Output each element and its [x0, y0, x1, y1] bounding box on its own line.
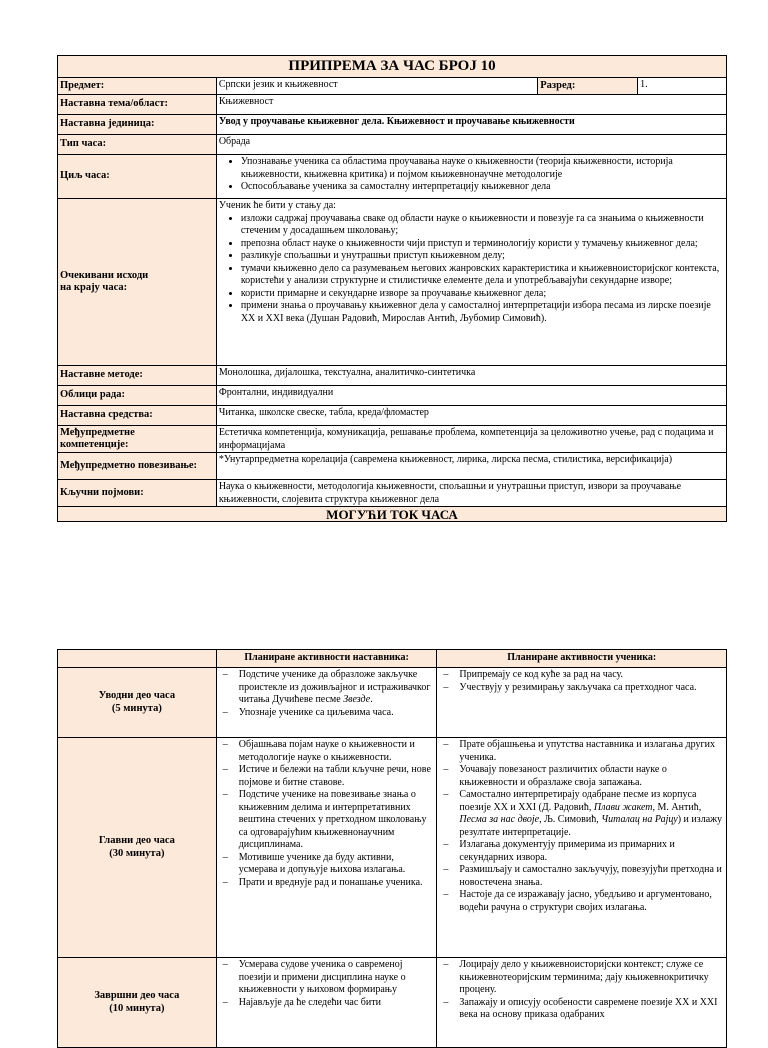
student-header: Планиране активности ученика: — [437, 650, 727, 668]
flow-title: МОГУЋИ ТОК ЧАСА — [58, 507, 727, 522]
correlation-value: *Унутарпредметна корелација (савремена књижевност, лирика, лирска песма, стилистика, версификација) — [216, 453, 726, 480]
activity-item: – Излагања документују примерима из примарних и секундарних извора. — [459, 839, 723, 864]
activity-item: – Прати и вреднује рад и понашање ученика. — [239, 877, 434, 890]
activity-item: – Прате објашњења и упутства наставника и излагања других ученика. — [459, 739, 723, 764]
outcomes-intro: Ученик ће бити у стању да: — [218, 200, 336, 211]
final-student-list — [439, 959, 723, 1022]
activity-item: – Упознаје ученике са циљевима часа. — [239, 707, 434, 720]
activity-text: Подстиче ученике да образложе закључке проистекле из доживљајног и истраживачког читања Дучићеве песме — [238, 669, 431, 705]
keywords-label: Кључни појмови: — [58, 480, 217, 507]
activity-item: – Лоцирају дело у књижевноисторијски контекст; служе се књижевнотеоријским терминима; дају књижевнокритичку процену. — [459, 959, 723, 997]
activity-item: – Објашњава појам науке о књижевности и методологије науке о књижевности. — [239, 739, 434, 764]
intro-teacher — [216, 668, 437, 738]
goal-item: • Оспособљавање ученика за самосталну интерпретацију књижевног дела — [241, 181, 724, 194]
activities-table — [57, 649, 727, 1048]
correlation-label: Међупредметно повезивање: — [58, 453, 217, 480]
phase-name: Завршни део часа — [94, 990, 180, 1001]
topic-label: Наставна тема/област: — [58, 95, 217, 115]
forms-value: Фронтални, индивидуални — [216, 386, 726, 406]
competences-label-line: Међупредметне — [60, 426, 135, 438]
type-value: Обрада — [216, 135, 726, 155]
phase-duration: (30 минута) — [109, 847, 165, 859]
outcome-item: • разликује спољашњи и унутрашњи приступ књижевном делу; — [241, 250, 724, 263]
subject-value: Српски језик и књижевност — [216, 78, 537, 95]
final-teacher-list — [219, 959, 434, 1009]
forms-label: Облици рада: — [58, 386, 217, 406]
outcomes-label — [58, 199, 217, 366]
outcome-item: • препозна област науке о књижевности чији приступ и терминологију користи у тумачењу књижевног дела; — [241, 238, 724, 251]
activity-item: – Истиче и бележи на табли кључне речи, нове појмове и битне ставове. — [239, 764, 434, 789]
activity-item: – Запажају и описују особености савремене поезије XX и XXI века на основу приказа одабраних — [459, 997, 723, 1022]
methods-value: Монолошка, дијалошка, текстуална, аналитичко-синтетичка — [216, 366, 726, 386]
main-teacher-list — [219, 739, 434, 889]
goal-list — [219, 156, 724, 194]
keywords-value: Наука о књижевности, методологија књижевности, спољашњи и унутрашњи приступ, извори за проучавање књижевности, слојевита структура књижевног дела — [216, 480, 726, 507]
poem-title: Плави жакет — [593, 801, 653, 813]
methods-label: Наставне методе: — [58, 366, 217, 386]
grade-label: Разред: — [538, 78, 638, 95]
outcomes-value — [216, 199, 726, 366]
activities-corner — [58, 650, 217, 668]
outcomes-label-line: на крају часа: — [60, 282, 128, 293]
competences-value: Естетичка компетенција, комуникација, решавање проблема, компетенција за целоживотно учење, рад с подацима и информацијама — [216, 426, 726, 453]
lesson-info-table — [57, 55, 727, 522]
activity-item — [459, 789, 723, 839]
tools-value: Читанка, школске свеске, табла, креда/фломастер — [216, 406, 726, 426]
main-student — [437, 738, 727, 958]
phase-duration: (10 минута) — [109, 1002, 165, 1014]
outcome-item: • користи примарне и секундарне изворе за проучавање књижевног дела; — [241, 288, 724, 301]
activity-item: – Припремају се код куће за рад на часу. — [459, 669, 723, 682]
poem-title: Песма за нас двоје — [459, 814, 540, 825]
main-phase — [58, 738, 217, 958]
outcome-item: • примени знања о проучавању књижевног дела у самосталној интерпретацији избора песама из лирске поезије XX и XXI века (Душан Радовић, Мирослав Антић, Љубомир Симовић). — [241, 300, 724, 325]
activity-item: – Усмерава судове ученика о савременој поезији и примени дисциплина науке о књижевности у њиховом формирању — [239, 959, 434, 997]
activity-item: – Најављује да ће следећи час бити — [239, 997, 434, 1010]
activity-item: – Учествују у резимирању закључака са претходног часа. — [459, 682, 723, 695]
intro-teacher-list — [219, 669, 434, 719]
activity-text: . — [370, 694, 373, 705]
poem-title: Звезде — [343, 694, 371, 705]
outcome-item: • изложи садржај проучавања сваке од области науке о књижевности и повезује га са знањима о књижевности стеченим у досадашњем школовању; — [241, 213, 724, 238]
topic-value: Књижевност — [216, 95, 726, 115]
intro-phase — [58, 668, 217, 738]
activity-item: – Размишљају и самостално закључују, повезујући претходна и новостечена знања. — [459, 864, 723, 889]
activity-item: – Настоје да се изражавају јасно, убедљиво и аргументовано, водећи рачуна о структури својих излагања. — [459, 889, 723, 914]
goal-label: Циљ часа: — [58, 155, 217, 199]
goal-value — [216, 155, 726, 199]
activity-item — [239, 669, 434, 707]
subject-label: Предмет: — [58, 78, 217, 95]
final-teacher — [216, 958, 437, 1048]
unit-value: Увод у проучавање књижевног дела. Књижевност и проучавање књижевности — [216, 115, 726, 135]
competences-label — [58, 426, 217, 453]
activity-text: ) и излажу резултате интерпретације. — [459, 814, 723, 838]
main-teacher — [216, 738, 437, 958]
intro-student — [437, 668, 727, 738]
goal-item: • Упознавање ученика са областима проучавања науке о књижевности (теорија књижевности, историја књижевности, књижевна критика) и појмом књижевнонаучне методологије — [241, 156, 724, 181]
phase-name: Главни део часа — [98, 835, 175, 846]
final-student — [437, 958, 727, 1048]
activity-text: , М. Антић, — [652, 801, 702, 813]
phase-duration: (5 минута) — [111, 702, 162, 714]
activity-text: , Љ. Симовић, — [539, 814, 602, 825]
outcomes-list — [219, 213, 724, 326]
outcomes-label-line: Очекивани исходи — [60, 269, 149, 281]
grade-value: 1. — [638, 78, 727, 95]
page-title: ПРИПРЕМА ЗА ЧАС БРОЈ 10 — [58, 56, 727, 78]
poem-title: Читалац на Рајцу — [601, 814, 678, 825]
teacher-header: Планиране активности наставника: — [216, 650, 437, 668]
phase-name: Уводни део часа — [98, 690, 176, 701]
main-student-list — [439, 739, 723, 914]
activity-text: Самостално интерпретирају одабране песме из корпуса поезије XX и XXI (Д. Радовић, — [459, 789, 697, 813]
final-phase — [58, 958, 217, 1048]
activity-item: – Уочавају повезаност различитих области науке о књижевности и образлаже своја запажања. — [459, 764, 723, 789]
outcome-item: • тумачи књижевно дело са разумевањем његових жанровских карактеристика и књижевноисторијског контекста, користећи у анализи структурне и стилистичке елементе дела и употребљавајући секундарне изворе; — [241, 263, 724, 288]
tools-label: Наставна средства: — [58, 406, 217, 426]
activity-item: – Подстиче ученике на повезивање знања о књижевним делима и интерпретативних вештина стечених у претходном школовању са одговарајућим књижевнонаучним дисциплинама. — [239, 789, 434, 852]
activity-item: – Мотивише ученике да буду активни, усмерава и допуњује њихова излагања. — [239, 852, 434, 877]
type-label: Тип часа: — [58, 135, 217, 155]
unit-label: Наставна јединица: — [58, 115, 217, 135]
intro-student-list — [439, 669, 723, 694]
competences-label-line: компетенције: — [60, 439, 129, 450]
